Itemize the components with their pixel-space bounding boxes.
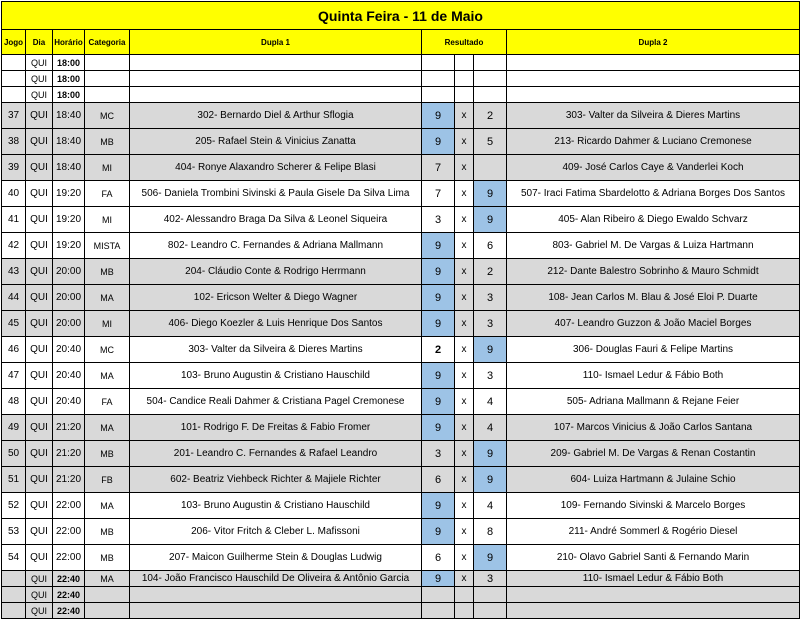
cell-versus: x (455, 389, 474, 415)
cell-dupla2: 803- Gabriel M. De Vargas & Luiza Hartmann (507, 233, 800, 259)
table-row (2, 311, 800, 337)
table-row (2, 87, 800, 103)
table-row (2, 587, 800, 603)
cell-jogo: 45 (2, 311, 26, 337)
cell-score2: 3 (474, 311, 507, 337)
schedule-rows (2, 55, 800, 619)
cell-jogo: 48 (2, 389, 26, 415)
cell-jogo: 52 (2, 493, 26, 519)
cell-horario: 19:20 (53, 181, 85, 207)
cell-dupla1 (130, 87, 422, 103)
table-row (2, 441, 800, 467)
cell-categoria: MA (85, 285, 130, 311)
cell-versus: x (455, 493, 474, 519)
cell-horario: 18:00 (53, 71, 85, 87)
cell-dia: QUI (26, 129, 53, 155)
cell-jogo: 50 (2, 441, 26, 467)
cell-categoria: MA (85, 571, 130, 587)
cell-score1 (422, 55, 455, 71)
cell-dupla2 (507, 87, 800, 103)
table-row (2, 181, 800, 207)
cell-jogo: 42 (2, 233, 26, 259)
cell-dupla2: 409- José Carlos Caye & Vanderlei Koch (507, 155, 800, 181)
cell-dia: QUI (26, 587, 53, 603)
cell-score1: 7 (422, 181, 455, 207)
cell-versus: x (455, 337, 474, 363)
cell-versus: x (455, 363, 474, 389)
cell-score1: 9 (422, 285, 455, 311)
cell-versus (455, 55, 474, 71)
cell-horario: 18:40 (53, 103, 85, 129)
cell-horario: 22:40 (53, 587, 85, 603)
cell-dupla2: 108- Jean Carlos M. Blau & José Eloi P. Duarte (507, 285, 800, 311)
cell-score1: 9 (422, 233, 455, 259)
cell-dupla2: 306- Douglas Fauri & Felipe Martins (507, 337, 800, 363)
cell-categoria: FB (85, 467, 130, 493)
cell-dupla1: 802- Leandro C. Fernandes & Adriana Mallmann (130, 233, 422, 259)
header-jogo: Jogo (2, 30, 26, 55)
cell-categoria (85, 87, 130, 103)
table-row (2, 415, 800, 441)
cell-dupla1: 404- Ronye Alaxandro Scherer & Felipe Blasi (130, 155, 422, 181)
cell-dia: QUI (26, 55, 53, 71)
cell-score1 (422, 603, 455, 619)
cell-dupla2: 507- Iraci Fatima Sbardelotto & Adriana Borges Dos Santos (507, 181, 800, 207)
cell-versus (455, 587, 474, 603)
header-dupla2: Dupla 2 (507, 30, 800, 55)
cell-dupla1 (130, 603, 422, 619)
cell-versus: x (455, 103, 474, 129)
cell-score1: 3 (422, 441, 455, 467)
cell-versus: x (455, 285, 474, 311)
cell-score1: 9 (422, 493, 455, 519)
cell-dupla1: 504- Candice Reali Dahmer & Cristiana Pagel Cremonese (130, 389, 422, 415)
cell-horario: 20:00 (53, 285, 85, 311)
cell-jogo: 46 (2, 337, 26, 363)
cell-jogo (2, 603, 26, 619)
cell-score2 (474, 71, 507, 87)
cell-score2: 9 (474, 181, 507, 207)
table-row (2, 571, 800, 587)
cell-dupla2: 110- Ismael Ledur & Fábio Both (507, 571, 800, 587)
cell-score2 (474, 87, 507, 103)
cell-versus: x (455, 181, 474, 207)
cell-score1: 6 (422, 545, 455, 571)
cell-jogo: 53 (2, 519, 26, 545)
cell-dupla1 (130, 55, 422, 71)
cell-dupla2: 107- Marcos Vinicius & João Carlos Santana (507, 415, 800, 441)
cell-dia: QUI (26, 285, 53, 311)
cell-jogo: 51 (2, 467, 26, 493)
cell-jogo (2, 55, 26, 71)
cell-dia: QUI (26, 155, 53, 181)
cell-versus: x (455, 233, 474, 259)
cell-score1: 9 (422, 571, 455, 587)
cell-dupla1: 104- João Francisco Hauschild De Oliveira & Antônio Garcia (130, 571, 422, 587)
cell-dupla2: 303- Valter da Silveira & Dieres Martins (507, 103, 800, 129)
cell-jogo: 47 (2, 363, 26, 389)
cell-horario: 22:00 (53, 519, 85, 545)
cell-score1 (422, 71, 455, 87)
cell-jogo (2, 571, 26, 587)
table-row (2, 519, 800, 545)
cell-horario: 19:20 (53, 233, 85, 259)
cell-categoria: MB (85, 259, 130, 285)
cell-dia: QUI (26, 603, 53, 619)
cell-dupla1: 402- Alessandro Braga Da Silva & Leonel Siqueira (130, 207, 422, 233)
cell-dupla2: 212- Dante Balestro Sobrinho & Mauro Schmidt (507, 259, 800, 285)
cell-horario: 20:40 (53, 363, 85, 389)
table-row (2, 207, 800, 233)
table-row (2, 71, 800, 87)
cell-versus (455, 87, 474, 103)
cell-dupla1: 303- Valter da Silveira & Dieres Martins (130, 337, 422, 363)
cell-score1: 9 (422, 129, 455, 155)
cell-categoria: MB (85, 519, 130, 545)
cell-jogo: 41 (2, 207, 26, 233)
table-row (2, 55, 800, 71)
cell-score1: 9 (422, 103, 455, 129)
cell-versus: x (455, 545, 474, 571)
cell-dia: QUI (26, 389, 53, 415)
cell-score2: 9 (474, 337, 507, 363)
cell-dupla2: 405- Alan Ribeiro & Diego Ewaldo Schvarz (507, 207, 800, 233)
table-row (2, 603, 800, 619)
cell-score1: 9 (422, 389, 455, 415)
cell-horario: 20:40 (53, 389, 85, 415)
cell-score2: 9 (474, 467, 507, 493)
cell-dupla2: 211- André Sommerl & Rogério Diesel (507, 519, 800, 545)
cell-categoria: FA (85, 181, 130, 207)
cell-horario: 20:00 (53, 311, 85, 337)
cell-dia: QUI (26, 207, 53, 233)
cell-score2 (474, 155, 507, 181)
cell-jogo: 54 (2, 545, 26, 571)
cell-dia: QUI (26, 415, 53, 441)
cell-dupla2 (507, 587, 800, 603)
cell-dupla1: 207- Maicon Guilherme Stein & Douglas Ludwig (130, 545, 422, 571)
header-row (2, 30, 800, 55)
cell-categoria: MA (85, 363, 130, 389)
cell-versus: x (455, 259, 474, 285)
header-resultado: Resultado (422, 30, 507, 55)
cell-versus: x (455, 155, 474, 181)
cell-versus (455, 71, 474, 87)
header-dupla1: Dupla 1 (130, 30, 422, 55)
table-row (2, 337, 800, 363)
cell-categoria: MC (85, 103, 130, 129)
cell-versus (455, 603, 474, 619)
table-row (2, 493, 800, 519)
cell-dia: QUI (26, 545, 53, 571)
cell-dupla2: 213- Ricardo Dahmer & Luciano Cremonese (507, 129, 800, 155)
cell-dupla1: 205- Rafael Stein & Vinicius Zanatta (130, 129, 422, 155)
cell-dupla1: 206- Vitor Fritch & Cleber L. Mafissoni (130, 519, 422, 545)
cell-dupla2: 110- Ismael Ledur & Fábio Both (507, 363, 800, 389)
cell-horario: 21:20 (53, 441, 85, 467)
cell-jogo: 49 (2, 415, 26, 441)
cell-jogo: 38 (2, 129, 26, 155)
cell-horario: 22:40 (53, 571, 85, 587)
cell-dia: QUI (26, 311, 53, 337)
cell-dupla2: 209- Gabriel M. De Vargas & Renan Costantin (507, 441, 800, 467)
table-row (2, 285, 800, 311)
cell-dupla2: 109- Fernando Sivinski & Marcelo Borges (507, 493, 800, 519)
cell-score2: 4 (474, 389, 507, 415)
cell-dupla1: 103- Bruno Augustin & Cristiano Hauschild (130, 493, 422, 519)
table-row (2, 259, 800, 285)
cell-dia: QUI (26, 571, 53, 587)
cell-dia: QUI (26, 467, 53, 493)
cell-categoria: MB (85, 441, 130, 467)
cell-versus: x (455, 519, 474, 545)
cell-score2: 9 (474, 441, 507, 467)
cell-dia: QUI (26, 259, 53, 285)
cell-categoria: MA (85, 415, 130, 441)
cell-dupla1: 201- Leandro C. Fernandes & Rafael Leandro (130, 441, 422, 467)
header-categoria: Categoria (85, 30, 130, 55)
cell-jogo (2, 71, 26, 87)
cell-dupla1: 406- Diego Koezler & Luis Henrique Dos Santos (130, 311, 422, 337)
cell-versus: x (455, 129, 474, 155)
cell-jogo: 37 (2, 103, 26, 129)
cell-dupla2 (507, 55, 800, 71)
cell-score1 (422, 87, 455, 103)
table-row (2, 467, 800, 493)
cell-score2: 5 (474, 129, 507, 155)
cell-versus: x (455, 311, 474, 337)
cell-horario: 21:20 (53, 467, 85, 493)
cell-dia: QUI (26, 87, 53, 103)
cell-dupla1 (130, 587, 422, 603)
cell-score2: 8 (474, 519, 507, 545)
cell-dupla1: 102- Ericson Welter & Diego Wagner (130, 285, 422, 311)
cell-categoria: MISTA (85, 233, 130, 259)
cell-dupla1: 103- Bruno Augustin & Cristiano Hauschild (130, 363, 422, 389)
cell-score2: 6 (474, 233, 507, 259)
cell-dupla2 (507, 603, 800, 619)
cell-score2: 9 (474, 545, 507, 571)
cell-score1: 9 (422, 363, 455, 389)
cell-categoria: MC (85, 337, 130, 363)
cell-dupla1: 204- Cláudio Conte & Rodrigo Herrmann (130, 259, 422, 285)
cell-score2: 3 (474, 571, 507, 587)
cell-score1: 9 (422, 519, 455, 545)
table-row (2, 389, 800, 415)
cell-jogo (2, 87, 26, 103)
cell-score1: 2 (422, 337, 455, 363)
cell-score1: 6 (422, 467, 455, 493)
cell-horario: 18:00 (53, 55, 85, 71)
cell-horario: 19:20 (53, 207, 85, 233)
cell-categoria (85, 603, 130, 619)
cell-dia: QUI (26, 363, 53, 389)
cell-score2: 2 (474, 103, 507, 129)
cell-score2: 4 (474, 493, 507, 519)
cell-dupla1: 101- Rodrigo F. De Freitas & Fabio Fromer (130, 415, 422, 441)
cell-horario: 18:40 (53, 129, 85, 155)
cell-dia: QUI (26, 493, 53, 519)
cell-jogo: 39 (2, 155, 26, 181)
header-horario: Horário (53, 30, 85, 55)
cell-score1: 3 (422, 207, 455, 233)
cell-versus: x (455, 207, 474, 233)
table-row (2, 129, 800, 155)
cell-dia: QUI (26, 103, 53, 129)
cell-versus: x (455, 467, 474, 493)
table-row (2, 363, 800, 389)
cell-dia: QUI (26, 181, 53, 207)
cell-score1: 7 (422, 155, 455, 181)
cell-horario: 21:20 (53, 415, 85, 441)
table-row (2, 545, 800, 571)
cell-categoria: MI (85, 155, 130, 181)
cell-dia: QUI (26, 71, 53, 87)
cell-jogo: 40 (2, 181, 26, 207)
cell-score2: 3 (474, 363, 507, 389)
cell-horario: 22:00 (53, 545, 85, 571)
cell-score1: 9 (422, 311, 455, 337)
cell-dia: QUI (26, 441, 53, 467)
cell-score2 (474, 603, 507, 619)
cell-dupla2: 210- Olavo Gabriel Santi & Fernando Marin (507, 545, 800, 571)
table-row (2, 103, 800, 129)
table-row (2, 155, 800, 181)
cell-dupla1 (130, 71, 422, 87)
cell-horario: 22:00 (53, 493, 85, 519)
cell-horario: 22:40 (53, 603, 85, 619)
table-row (2, 233, 800, 259)
cell-score1: 9 (422, 415, 455, 441)
cell-score2: 4 (474, 415, 507, 441)
cell-dupla1: 302- Bernardo Diel & Arthur Sflogia (130, 103, 422, 129)
cell-horario: 20:40 (53, 337, 85, 363)
cell-score2 (474, 55, 507, 71)
cell-score2: 2 (474, 259, 507, 285)
cell-categoria (85, 55, 130, 71)
cell-dupla1: 602- Beatriz Viehbeck Richter & Majiele Richter (130, 467, 422, 493)
cell-versus: x (455, 571, 474, 587)
cell-dupla2: 407- Leandro Guzzon & João Maciel Borges (507, 311, 800, 337)
cell-dupla2 (507, 71, 800, 87)
page-title: Quinta Feira - 11 de Maio (2, 2, 800, 30)
schedule-table (1, 1, 800, 619)
header-dia: Dia (26, 30, 53, 55)
cell-categoria: FA (85, 389, 130, 415)
cell-jogo (2, 587, 26, 603)
cell-score1: 9 (422, 259, 455, 285)
cell-score2 (474, 587, 507, 603)
cell-dupla2: 505- Adriana Mallmann & Rejane Feier (507, 389, 800, 415)
cell-jogo: 44 (2, 285, 26, 311)
cell-score2: 9 (474, 207, 507, 233)
cell-versus: x (455, 415, 474, 441)
cell-dia: QUI (26, 233, 53, 259)
cell-categoria: MI (85, 311, 130, 337)
cell-categoria: MA (85, 493, 130, 519)
cell-horario: 18:40 (53, 155, 85, 181)
cell-horario: 20:00 (53, 259, 85, 285)
cell-dia: QUI (26, 337, 53, 363)
cell-categoria (85, 587, 130, 603)
cell-score2: 3 (474, 285, 507, 311)
cell-score1 (422, 587, 455, 603)
cell-categoria: MB (85, 129, 130, 155)
cell-categoria: MI (85, 207, 130, 233)
cell-horario: 18:00 (53, 87, 85, 103)
cell-dupla2: 604- Luiza Hartmann & Julaine Schio (507, 467, 800, 493)
cell-versus: x (455, 441, 474, 467)
cell-jogo: 43 (2, 259, 26, 285)
cell-categoria (85, 71, 130, 87)
cell-dia: QUI (26, 519, 53, 545)
cell-categoria: MB (85, 545, 130, 571)
cell-dupla1: 506- Daniela Trombini Sivinski & Paula Gisele Da Silva Lima (130, 181, 422, 207)
